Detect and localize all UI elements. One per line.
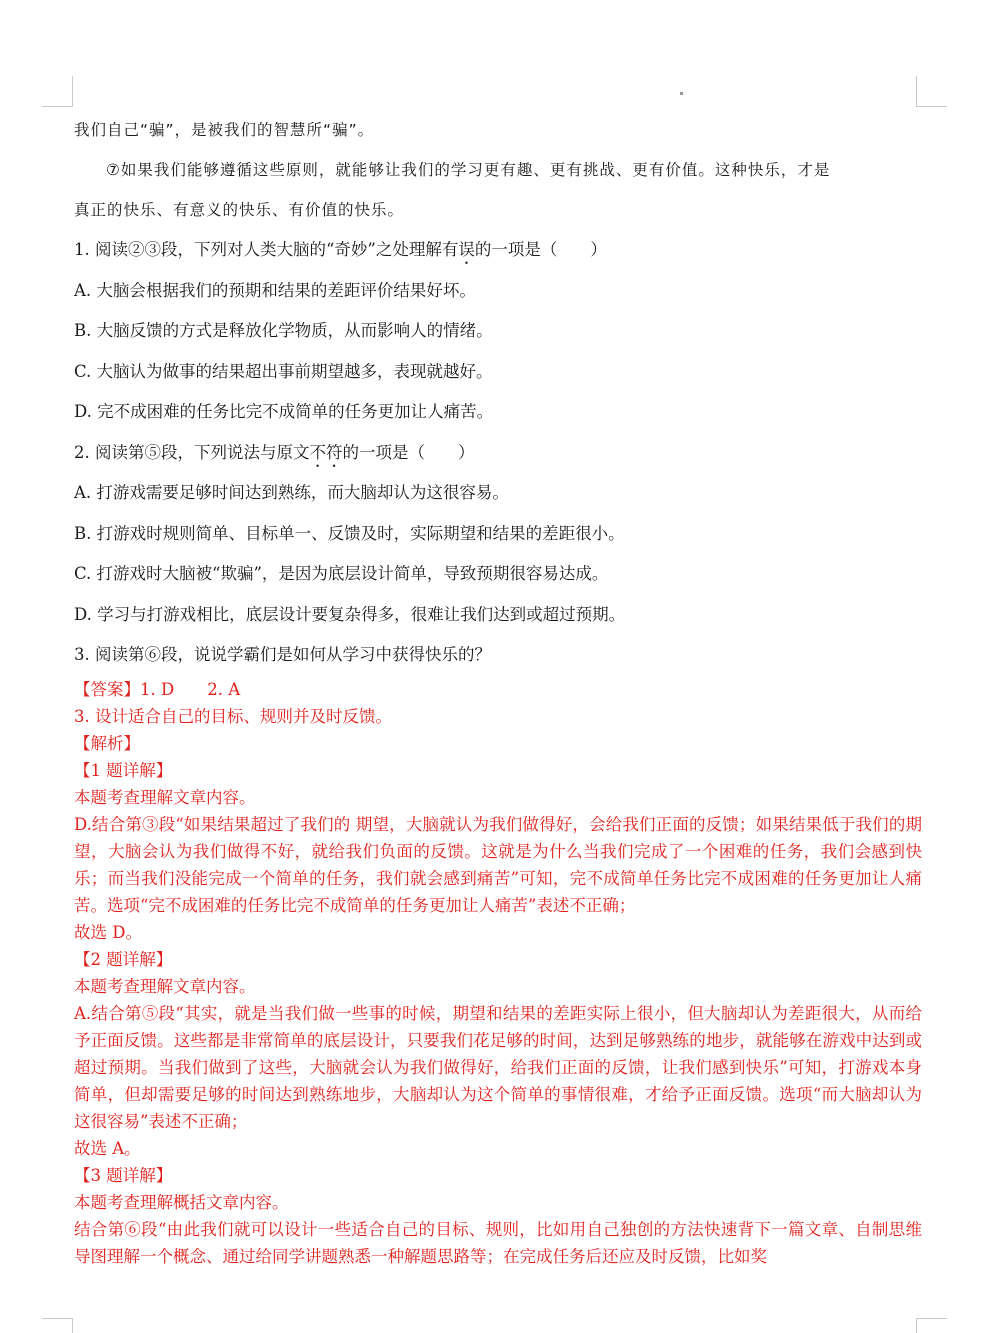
q1-detail-label: 【1 题详解】	[74, 760, 173, 780]
q2-choice: 故选 A。	[74, 1138, 141, 1158]
question-2-option-c: C. 打游戏时大脑被“欺骗”，是因为底层设计简单，导致预期很容易达成。	[74, 564, 609, 583]
q1-scope: 本题考查理解文章内容。	[74, 787, 256, 807]
crop-mark-top-right	[916, 76, 947, 107]
page-content	[74, 110, 922, 1270]
question-1-stem: 1. 阅读②③段，下列对人类大脑的“奇妙”之处理解有误的一项是（ ）	[74, 240, 607, 259]
q3-detail-label: 【3 题详解】	[74, 1165, 173, 1185]
q3-detail: 结合第⑥段“由此我们就可以设计一些适合自己的目标、规则，比如用自己独创的方法快速背下一篇文章、自制思维导图理解一个概念、通过给同学讲题熟悉一种解题思路等；在完成任务后还应及时反馈，比如奖	[74, 1219, 922, 1266]
q2-scope: 本题考查理解文章内容。	[74, 976, 256, 996]
q3-scope: 本题考查理解概括文章内容。	[74, 1192, 289, 1212]
q2-detail: A.结合第⑤段“其实，就是当我们做一些事的时候，期望和结果的差距实际上很小，但大脑却认为差距很大，从而给予正面反馈。这些都是非常简单的底层设计，只要我们花足够的时间，达到足够熟练的地步，就能够在游戏中达到或超过预期。当我们做到了这些，大脑就会认为我们做得好，给我们正面的反馈，让我们感到快乐”可知，打游戏本身简单，但却需要足够的时间达到熟练地步，大脑却认为这个简单的事情很难，才给予正面反馈。选项“而大脑却认为这很容易”表述不正确；	[74, 1003, 922, 1131]
stray-dot	[680, 92, 683, 95]
answer-line: 【答案】1. D 2. A	[74, 679, 241, 699]
emphasis-mark: 不符	[309, 442, 343, 462]
q1-detail: D.结合第③段“如果结果超过了我们的 期望，大脑就认为我们做得好，会给我们正面的反馈；如果结果低于我们的期望，大脑会认为我们做得不好，就给我们负面的反馈。这就是为什么当我们完成了一个困难的任务，我们会感到快乐；而当我们没能完成一个简单的任务，我们就会感到痛苦”可知，完不成简单任务比完不成困难的任务更加让人痛苦。选项“完不成困难的任务比完不成简单的任务更加让人痛苦”表述不正确；	[74, 814, 922, 915]
question-2-option-a: A. 打游戏需要足够时间达到熟练，而大脑却认为这很容易。	[74, 483, 509, 502]
question-2-stem: 2. 阅读第⑤段，下列说法与原文不符的一项是（ ）	[74, 442, 475, 462]
question-1-option-d: D. 完不成困难的任务比完不成简单的任务更加让人痛苦。	[74, 402, 494, 421]
passage-paragraph-7-line-2: 真正的快乐、有意义的快乐、有价值的快乐。	[74, 201, 405, 219]
passage-paragraph-7-line-1: ⑦如果我们能够遵循这些原则，就能够让我们的学习更有趣、更有挑战、更有价值。这种快乐，才是	[106, 161, 831, 179]
answer-3: 3. 设计适合自己的目标、规则并及时反馈。	[74, 706, 392, 726]
crop-mark-bottom-left	[42, 1318, 73, 1333]
emphasis-mark: 误	[458, 240, 475, 259]
question-2-option-d: D. 学习与打游戏相比，底层设计要复杂得多，很难让我们达到或超过预期。	[74, 604, 626, 624]
question-3-stem: 3. 阅读第⑥段，说说学霸们是如何从学习中获得快乐的？	[74, 645, 491, 664]
question-1-option-c: C. 大脑认为做事的结果超出事前期望越多，表现就越好。	[74, 361, 493, 381]
question-1-option-a: A. 大脑会根据我们的预期和结果的差距评价结果好坏。	[74, 280, 476, 300]
crop-mark-top-left	[42, 76, 73, 107]
q1-choice: 故选 D。	[74, 922, 142, 942]
answer-section	[74, 676, 922, 1270]
analysis-label: 【解析】	[74, 733, 140, 753]
crop-mark-bottom-right	[916, 1318, 947, 1333]
question-2-option-b: B. 打游戏时规则简单、目标单一、反馈及时，实际期望和结果的差距很小。	[74, 523, 625, 543]
passage-line: 我们自己“骗”，是被我们的智慧所“骗”。	[74, 121, 375, 139]
q2-detail-label: 【2 题详解】	[74, 949, 173, 969]
question-1-option-b: B. 大脑反馈的方式是释放化学物质，从而影响人的情绪。	[74, 321, 493, 340]
